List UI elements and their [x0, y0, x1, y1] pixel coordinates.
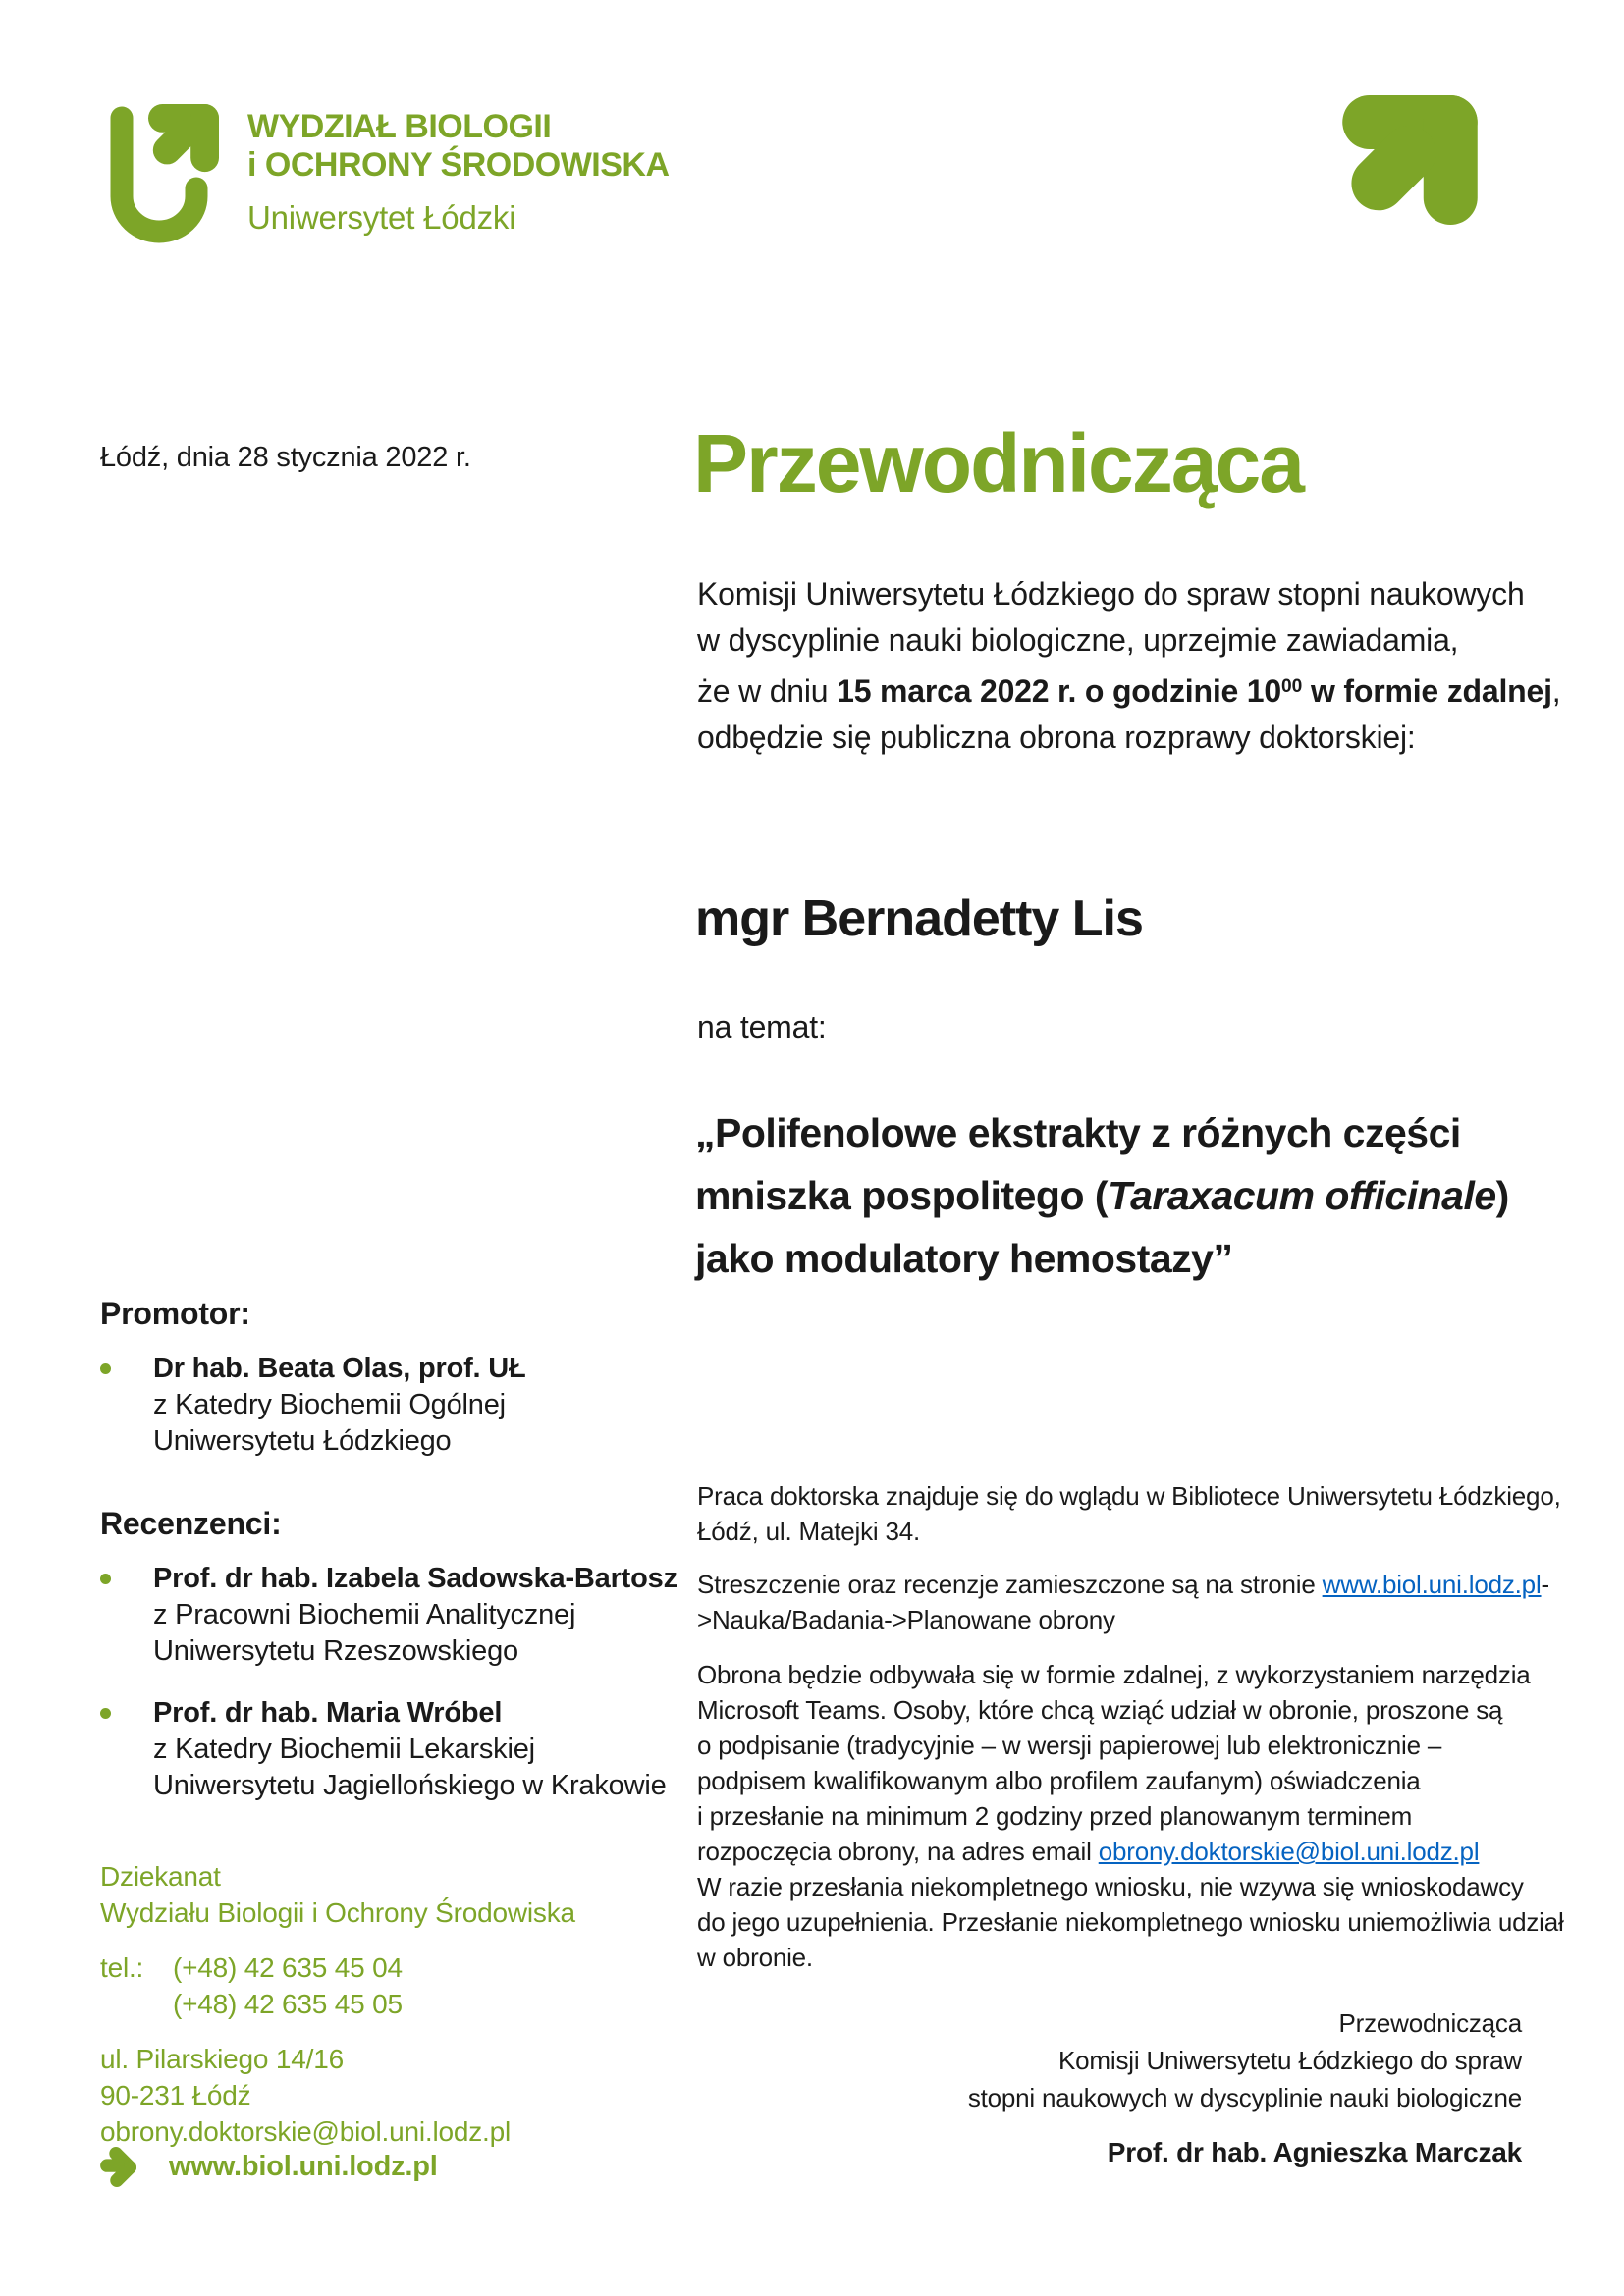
procedure-line-8: do jego uzupełnienia. Przesłanie niekompletnego wniosku uniemożliwia udział — [697, 1907, 1564, 1937]
thesis-line-2-post: ) — [1495, 1173, 1509, 1218]
arrow-up-right-icon — [1342, 95, 1478, 225]
defense-email-link[interactable]: obrony.doktorskie@biol.uni.lodz.pl — [1098, 1837, 1480, 1866]
defense-mode-bold: w formie zdalnej — [1302, 673, 1552, 709]
thesis-line-1: „Polifenolowe ekstrakty z różnych części — [695, 1110, 1461, 1155]
reviewer-item-1 — [100, 1561, 677, 1670]
letterhead-text — [247, 104, 670, 236]
summary-info-paragraph — [697, 1567, 1549, 1637]
reviewer-2-affiliation-2: Uniwersytetu Jagiellońskiego w Krakowie — [153, 1770, 667, 1801]
phone-label: tel.: — [100, 1952, 144, 1983]
summary-info-pre: Streszczenie oraz recenzje zamieszczone są na stronie — [697, 1570, 1323, 1599]
signer-name: Prof. dr hab. Agnieszka Marczak — [1107, 2137, 1522, 2167]
bullet-icon — [100, 1708, 111, 1719]
faculty-website-link[interactable]: www.biol.uni.lodz.pl — [1322, 1570, 1542, 1599]
signature-title-2: Komisji Uniwersytetu Łódzkiego do spraw — [1058, 2046, 1522, 2075]
spacer — [100, 1931, 575, 1949]
intro-line-1: Komisji Uniwersytetu Łódzkiego do spraw stopni naukowych — [697, 576, 1525, 612]
signature-title-3: stopni naukowych w dyscyplinie nauki biologiczne — [967, 2083, 1522, 2112]
spacer — [100, 2022, 575, 2041]
subject-label: na temat: — [697, 1009, 827, 1044]
reviewer-1-affiliation-2: Uniwersytetu Rzeszowskiego — [153, 1635, 518, 1667]
thesis-title — [695, 1101, 1509, 1290]
phone-number-2: (+48) 42 635 45 05 — [173, 1989, 403, 2019]
procedure-line-6 — [697, 1834, 1564, 1869]
procedure-line-4: podpisem kwalifikowanym albo profilem zaufanym) oświadczenia — [697, 1766, 1421, 1795]
defense-datetime-bold: 15 marca 2022 r. o godzinie 10 — [837, 673, 1282, 709]
faculty-name-line2: i OCHRONY ŚRODOWISKA — [247, 146, 670, 184]
summary-info-line-2: >Nauka/Badania->Planowane obrony — [697, 1605, 1115, 1634]
defense-procedure-paragraph — [697, 1657, 1564, 1975]
intro-line-2: w dyscyplinie nauki biologiczne, uprzejmie zawiadamia, — [697, 622, 1459, 658]
intro-line-3 — [697, 664, 1561, 715]
defense-hour-superscript: 00 — [1281, 676, 1303, 697]
procedure-line-7: W razie przesłania niekompletnego wniosku, nie wzywa się wnioskodawcy — [697, 1872, 1524, 1901]
summary-info-line-1 — [697, 1567, 1549, 1602]
supervisor-section — [100, 1294, 526, 1485]
signature-block — [968, 2004, 1522, 2171]
contact-email[interactable]: obrony.doktorskie@biol.uni.lodz.pl — [100, 2116, 511, 2147]
candidate-name: mgr Bernadetty Lis — [695, 890, 1143, 947]
reviewer-item-2 — [100, 1695, 677, 1804]
address-city: 90-231 Łódź — [100, 2080, 251, 2110]
procedure-line-2: Microsoft Teams. Osoby, które chcą wziąć udział w obronie, proszone są — [697, 1695, 1503, 1725]
date-line: Łódź, dnia 28 stycznia 2022 r. — [100, 442, 471, 473]
reviewers-heading: Recenzenci: — [100, 1506, 282, 1541]
supervisor-item — [100, 1351, 526, 1460]
footer-website[interactable] — [93, 2144, 438, 2190]
bullet-icon — [100, 1363, 111, 1374]
reviewer-2-affiliation-1: z Katedry Biochemii Lekarskiej — [153, 1734, 535, 1765]
signature-title-1: Przewodnicząca — [1338, 2008, 1522, 2038]
thesis-line-2 — [695, 1164, 1509, 1227]
arrow-right-icon — [93, 2144, 139, 2190]
procedure-line-9: w obronie. — [697, 1943, 813, 1972]
dean-office-line-2: Wydziału Biologii i Ochrony Środowiska — [100, 1897, 575, 1928]
intro-line-3-prefix: że w dniu — [697, 673, 838, 709]
supervisor-name: Dr hab. Beata Olas, prof. UŁ — [153, 1353, 526, 1384]
reviewers-section — [100, 1504, 677, 1830]
faculty-name-line1: WYDZIAŁ BIOLOGII — [247, 108, 552, 145]
thesis-line-3: jako modulatory hemostazy” — [695, 1236, 1233, 1281]
intro-paragraph — [697, 571, 1561, 761]
procedure-line-1: Obrona będzie odbywała się w formie zdalnej, z wykorzystaniem narzędzia — [697, 1660, 1531, 1689]
dean-office-contact — [100, 1858, 575, 2150]
intro-line-3-suffix: , — [1551, 673, 1561, 709]
procedure-line-6-pre: rozpoczęcia obrony, na adres email — [697, 1837, 1099, 1866]
summary-info-post: - — [1541, 1570, 1549, 1599]
letterhead-logo — [110, 104, 670, 247]
thesis-latin-name: Taraxacum officinale — [1108, 1173, 1496, 1218]
phone-number-1: (+48) 42 635 45 04 — [173, 1952, 403, 1983]
notice-heading: Przewodnicząca — [693, 417, 1303, 509]
thesis-line-2-pre: mniszka pospolitego ( — [695, 1173, 1109, 1218]
corner-brand-mark — [1342, 95, 1478, 230]
university-logo-icon — [110, 104, 220, 247]
supervisor-heading: Promotor: — [100, 1296, 250, 1331]
reviewer-1-affiliation-1: z Pracowni Biochemii Analitycznej — [153, 1599, 576, 1630]
university-name: Uniwersytet Łódzki — [247, 199, 516, 236]
intro-line-4: odbędzie się publiczna obrona rozprawy doktorskiej: — [697, 720, 1416, 755]
dean-office-line-1: Dziekanat — [100, 1861, 221, 1892]
library-info-paragraph — [697, 1478, 1561, 1549]
procedure-line-3: o podpisanie (tradycyjnie – w wersji papierowej lub elektronicznie – — [697, 1731, 1442, 1760]
bullet-icon — [100, 1574, 111, 1584]
library-info-line-1: Praca doktorska znajduje się do wglądu w Bibliotece Uniwersytetu Łódzkiego, — [697, 1481, 1561, 1511]
reviewer-2-name: Prof. dr hab. Maria Wróbel — [153, 1697, 503, 1729]
footer-website-link[interactable]: www.biol.uni.lodz.pl — [169, 2151, 438, 2182]
supervisor-affiliation-1: z Katedry Biochemii Ogólnej — [153, 1389, 506, 1420]
supervisor-affiliation-2: Uniwersytetu Łódzkiego — [153, 1425, 452, 1457]
address-street: ul. Pilarskiego 14/16 — [100, 2044, 344, 2074]
library-info-line-2: Łódź, ul. Matejki 34. — [697, 1517, 921, 1546]
phone-line-1 — [100, 1949, 575, 1986]
procedure-line-5: i przesłanie na minimum 2 godziny przed planowanym terminem — [697, 1801, 1413, 1831]
phone-line-2 — [100, 1986, 575, 2022]
reviewer-1-name: Prof. dr hab. Izabela Sadowska-Bartosz — [153, 1563, 677, 1594]
